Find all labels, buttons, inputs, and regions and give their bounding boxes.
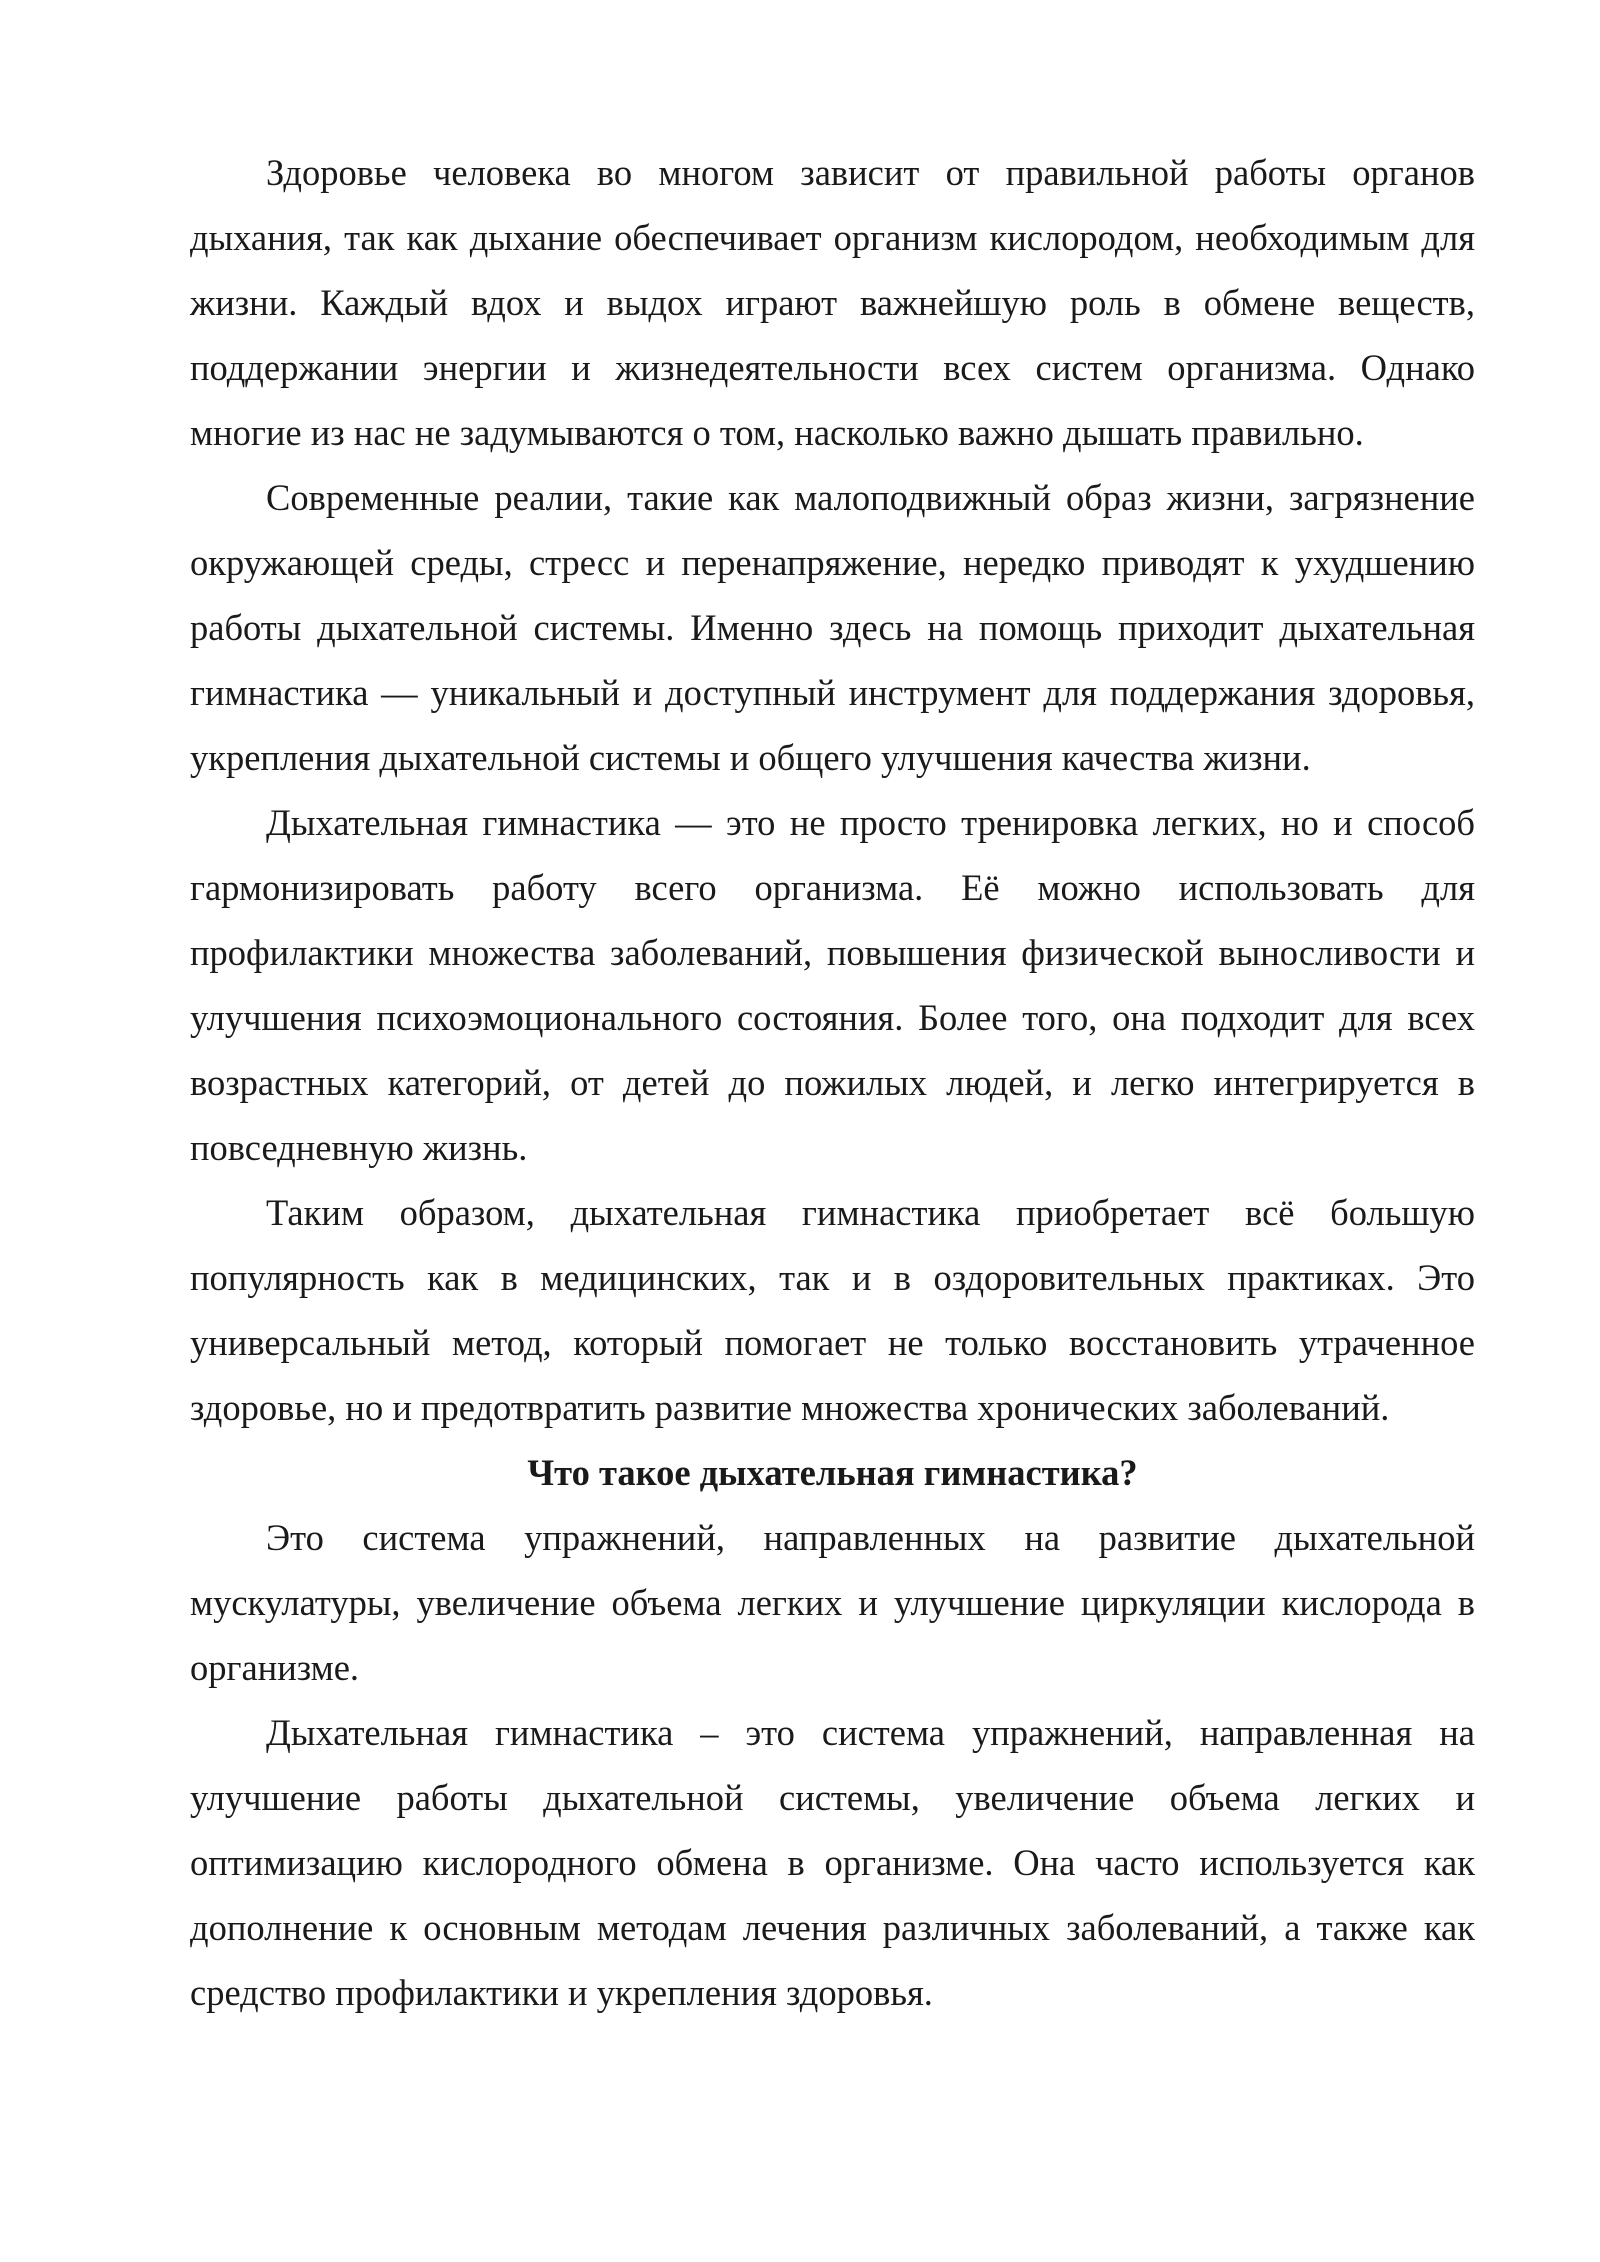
paragraph: Современные реалии, такие как малоподвижный образ жизни, загрязнение окружающей среды, стресс и перенапряжение, нередко приводят к ухудшению работы дыхательной системы. Именно здесь на помощь приходит дыхательная гимнастика — уникальный и доступный инструмент для поддержания здоровья, укрепления дыхательной системы и общего улучшения качества жизни. (190, 477, 1475, 778)
paragraph: Дыхательная гимнастика – это система упражнений, направленная на улучшение работы дыхательной системы, увеличение объема легких и оптимизацию кислородного обмена в организме. Она часто используется как дополнение к основным методам лечения различных заболеваний, а также как средство профилактики и укрепления здоровья. (190, 1712, 1475, 2013)
paragraph: Дыхательная гимнастика — это не просто тренировка легких, но и способ гармонизировать работу всего организма. Её можно использовать для профилактики множества заболеваний, повышения физической выносливости и улучшения психоэмоционального состояния. Более того, она подходит для всех возрастных категорий, от детей до пожилых людей, и легко интегрируется в повседневную жизнь. (190, 802, 1475, 1168)
document-page (190, 140, 1475, 2025)
paragraph: Здоровье человека во многом зависит от правильной работы органов дыхания, так как дыхание обеспечивает организм кислородом, необходимым для жизни. Каждый вдох и выдох играют важнейшую роль в обмене веществ, поддержании энергии и жизнедеятельности всех систем организма. Однако многие из нас не задумываются о том, насколько важно дышать правильно. (190, 152, 1475, 453)
paragraph: Таким образом, дыхательная гимнастика приобретает всё большую популярность как в медицинских, так и в оздоровительных практиках. Это универсальный метод, который помогает не только восстановить утраченное здоровье, но и предотвратить развитие множества хронических заболеваний. (190, 1192, 1475, 1428)
paragraph: Это система упражнений, направленных на развитие дыхательной мускулатуры, увеличение объема легких и улучшение циркуляции кислорода в организме. (190, 1517, 1475, 1688)
section-heading: Что такое дыхательная гимнастика? (527, 1452, 1138, 1493)
